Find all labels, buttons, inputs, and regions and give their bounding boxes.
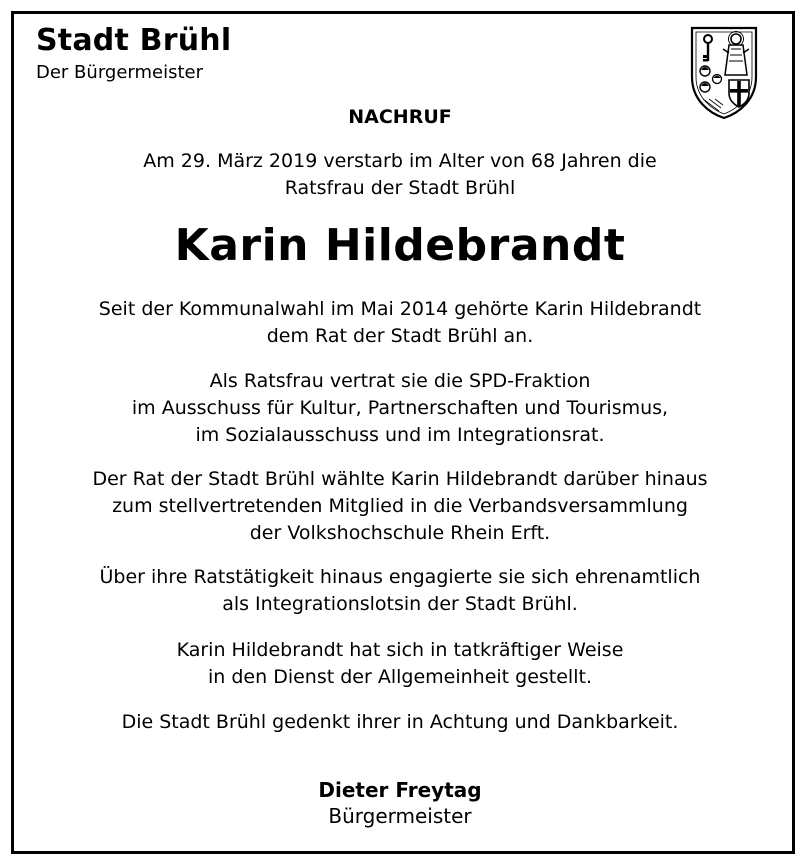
paragraph-line: als Integrationslotsin der Stadt Brühl. bbox=[222, 593, 578, 615]
signatory-role: Bürgermeister bbox=[328, 804, 472, 828]
deceased-name: Karin Hildebrandt bbox=[174, 220, 626, 271]
obituary-heading: NACHRUF bbox=[348, 106, 452, 128]
paragraph-line: im Sozialausschuss und im Integrationsrat. bbox=[195, 424, 605, 446]
paragraph-line: Karin Hildebrandt hat sich in tatkräftiger Weise bbox=[176, 639, 624, 661]
signature-block bbox=[20, 777, 780, 829]
issuer-name: Stadt Brühl bbox=[36, 23, 232, 58]
issuer-role: Der Bürgermeister bbox=[36, 62, 204, 83]
paragraph-council-membership bbox=[20, 296, 780, 350]
paragraph-remembrance bbox=[20, 709, 780, 736]
paragraph-volunteering bbox=[20, 564, 780, 618]
paragraph-line: in den Dienst der Allgemeinheit gestellt. bbox=[208, 666, 592, 688]
paragraph-line: der Volkshochschule Rhein Erft. bbox=[249, 522, 551, 544]
paragraph-volkshochschule bbox=[20, 466, 780, 547]
paragraph-committees bbox=[20, 368, 780, 449]
paragraph-line: dem Rat der Stadt Brühl an. bbox=[266, 325, 534, 347]
paragraph-line: Die Stadt Brühl gedenkt ihrer in Achtung und Dankbarkeit. bbox=[121, 711, 679, 733]
intro-line: Am 29. März 2019 verstarb im Alter von 68 Jahren die bbox=[143, 150, 657, 172]
paragraph-service bbox=[20, 637, 780, 691]
paragraph-line: zum stellvertretenden Mitglied in die Verbandsversammlung bbox=[112, 495, 688, 517]
paragraph-line: im Ausschuss für Kultur, Partnerschaften und Tourismus, bbox=[131, 397, 669, 419]
issuer-block bbox=[36, 22, 231, 84]
intro-text bbox=[20, 148, 780, 202]
paragraph-line: Über ihre Ratstätigkeit hinaus engagierte sie sich ehrenamtlich bbox=[99, 566, 701, 588]
signatory-name: Dieter Freytag bbox=[318, 778, 482, 802]
paragraph-line: Der Rat der Stadt Brühl wählte Karin Hildebrandt darüber hinaus bbox=[92, 468, 708, 490]
intro-line: Ratsfrau der Stadt Brühl bbox=[284, 177, 516, 199]
paragraph-line: Als Ratsfrau vertrat sie die SPD-Fraktion bbox=[209, 370, 591, 392]
paragraph-line: Seit der Kommunalwahl im Mai 2014 gehörte Karin Hildebrandt bbox=[98, 298, 702, 320]
